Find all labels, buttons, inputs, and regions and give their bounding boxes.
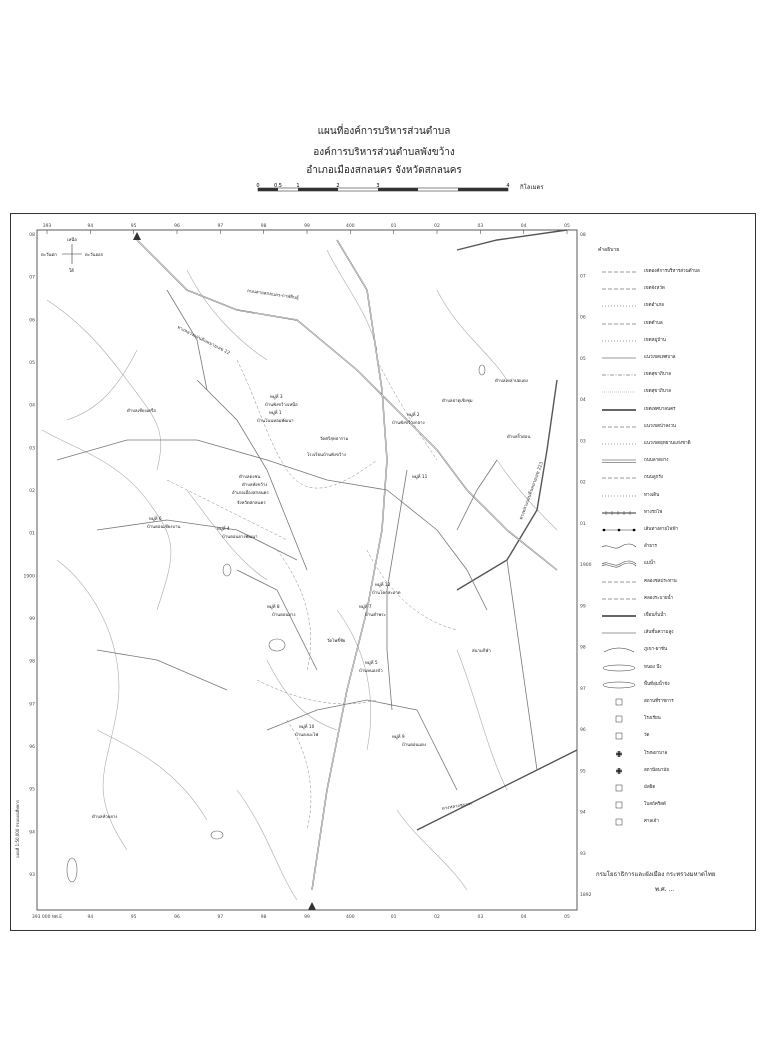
grid-tick-bottom: 98 — [260, 915, 267, 920]
grid-tick-right: 97 — [580, 686, 586, 692]
grid-tick-left: 07 — [29, 275, 35, 281]
place-label: โรงเรียนบ้านพังขว้าง — [307, 453, 346, 458]
legend-symbol-icon — [600, 423, 638, 431]
grid-tick-top: 393 — [42, 224, 52, 229]
place-label: หมู่ที่ 11 — [412, 475, 428, 480]
grid-tick-right: 05 — [580, 356, 586, 362]
place-label: ตำบลเหล่าปอแดง — [495, 379, 528, 384]
legend-label: โรงเรียน — [644, 716, 661, 722]
legend-item — [600, 801, 748, 813]
legend-symbol-icon — [600, 492, 638, 500]
road-label: ทางหลวงชนบท — [441, 801, 472, 812]
legend-symbol-icon — [600, 457, 638, 465]
place-label: หมู่ที่ 7 — [359, 605, 372, 610]
legend-label: ภูเขา-ผาชัน — [644, 647, 668, 653]
place-label: ตำบลดงชน — [239, 475, 261, 480]
legend-label: โบสถ์คริสต์ — [644, 802, 666, 808]
scale-unit: กิโลเมตร — [520, 184, 544, 191]
compass-north: เหนือ — [67, 238, 77, 243]
legend-item — [600, 732, 748, 744]
legend-label: เขตจังหวัด — [644, 286, 665, 292]
grid-tick-bottom: 97 — [217, 915, 224, 920]
legend-label: เขตหมู่บ้าน — [644, 337, 666, 343]
scale-tick-label: 4 — [506, 183, 510, 189]
grid-tick-left: 97 — [29, 702, 35, 708]
place-label: หมู่ที่ 5 — [365, 661, 378, 666]
grid-tick-left: 01 — [29, 531, 35, 537]
place-label: หมู่ที่ 1 — [269, 411, 282, 416]
legend-symbol-icon — [600, 698, 638, 706]
grid-tick-top: 96 — [174, 224, 180, 229]
legend-symbol-icon — [600, 784, 638, 792]
legend-label: ลำธาร — [644, 544, 657, 550]
grid-tick-right: 99 — [580, 604, 586, 610]
legend-label: เขตอำเภอ — [644, 303, 664, 309]
map-body[interactable] — [23, 224, 592, 920]
place-label: ตำบลพังขว้าง — [242, 483, 268, 488]
place-label: บ้านดอนแดง — [402, 743, 427, 748]
grid-tick-top: 99 — [304, 224, 310, 229]
legend-item — [600, 784, 748, 796]
map-title-line2: องค์การบริหารส่วนตำบลพังขว้าง — [313, 147, 455, 158]
legend-title: คำอธิบาย — [598, 247, 620, 253]
scale-tick-label: 1 — [296, 183, 300, 189]
legend-symbol-icon — [600, 818, 638, 826]
grid-tick-right: 03 — [580, 439, 586, 445]
legend-item — [600, 320, 748, 332]
legend-symbol-icon — [600, 715, 638, 723]
legend-label: ถนนลูกรัง — [644, 475, 663, 481]
scale-tick-label: 0.5 — [274, 183, 282, 189]
legend-symbol-icon — [600, 767, 638, 775]
legend-item — [600, 371, 748, 383]
legend-item — [600, 423, 748, 435]
grid-tick-left: 94 — [29, 830, 35, 836]
legend-symbol-icon — [600, 302, 638, 310]
grid-tick-right: 1900 — [580, 563, 592, 568]
place-label: หมู่ที่ 6 — [149, 517, 162, 522]
road-label: ทางหลวงแผ่นดินหมายเลข 22 — [176, 325, 231, 357]
legend-item — [600, 750, 748, 762]
grid-tick-left: 08 — [29, 233, 35, 238]
legend-symbol-icon — [600, 337, 638, 345]
grid-tick-right: 07 — [580, 274, 586, 280]
legend-item — [600, 388, 748, 400]
legend-label: สถานีอนามัย — [644, 767, 669, 773]
legend-item — [600, 526, 748, 538]
grid-tick-top: 01 — [390, 224, 397, 229]
place-label: หมู่ที่ 12 — [375, 583, 391, 588]
legend-symbol-icon — [600, 664, 638, 672]
grid-tick-right: 08 — [580, 233, 586, 238]
legend-item — [600, 543, 748, 555]
grid-tick-left: 96 — [29, 745, 35, 750]
legend-symbol-icon — [600, 526, 638, 534]
legend-label: คลองระบายน้ำ — [644, 595, 674, 601]
grid-tick-left: 04 — [29, 403, 35, 409]
place-label: บ้านดอนเชียงบาน — [147, 525, 181, 530]
legend-item — [600, 629, 748, 641]
grid-tick-right: 01 — [580, 521, 586, 527]
legend-item — [600, 715, 748, 727]
grid-tick-right: 98 — [580, 645, 586, 651]
legend-label: แม่น้ำ — [644, 561, 656, 567]
scale-bar — [258, 182, 518, 196]
place-label: บ้านหนองบัว — [359, 669, 383, 674]
legend-item — [600, 440, 748, 452]
legend-label: เขตสุขาภิบาล — [644, 389, 671, 395]
legend-item — [600, 492, 748, 504]
place-label: ตำบลธาตุเชิงชุม — [442, 399, 473, 404]
legend-item — [600, 664, 748, 676]
legend-symbol-icon — [600, 320, 638, 328]
legend-label: วัด — [644, 733, 650, 739]
legend-symbol-icon — [600, 801, 638, 809]
grid-tick-bottom: 95 — [130, 915, 137, 920]
grid-tick-left: 05 — [29, 361, 35, 366]
place-label: จังหวัดสกลนคร — [237, 501, 266, 506]
grid-tick-bottom: 03 — [477, 915, 484, 920]
legend-item — [600, 767, 748, 779]
road-label: ทางหลวงแผ่นดินหมายเลข 223 — [519, 461, 545, 521]
legend-label: แนวเขตเทศบาล — [644, 355, 676, 360]
legend-symbol-icon — [600, 406, 638, 414]
map-title-line3: อำเภอเมืองสกลนคร จังหวัดสกลนคร — [306, 165, 462, 176]
grid-tick-top: 04 — [520, 224, 527, 229]
legend-item — [600, 698, 748, 710]
legend-label: เขตเทศบาลนคร — [644, 406, 676, 412]
compass-south: ใต้ — [69, 269, 74, 274]
legend-symbol-icon — [600, 681, 638, 689]
side-note: แผนที่ 1:50,000 กรมแผนที่ทหาร — [15, 800, 20, 858]
legend-label: แนวเขตอุทยานแห่งชาติ — [644, 441, 691, 446]
grid-tick-bottom: 01 — [390, 915, 397, 920]
place-label: บ้านพังขว้างกลาง — [392, 421, 425, 426]
grid-tick-left: 93 — [29, 873, 35, 878]
grid-tick-top: 02 — [434, 224, 440, 229]
legend-symbol-icon — [600, 750, 638, 758]
grid-tick-bottom: 94 — [87, 915, 94, 920]
legend-item — [600, 578, 748, 590]
place-label: บ้านโนนหอมพัฒนา — [257, 419, 294, 424]
map-title-line1: แผนที่องค์การบริหารส่วนตำบล — [317, 126, 451, 137]
legend-item — [600, 595, 748, 607]
grid-tick-bottom: 96 — [174, 915, 180, 920]
grid-tick-right: 94 — [580, 810, 586, 816]
legend-item — [600, 354, 748, 366]
legend-label: เส้นชั้นความสูง — [644, 630, 674, 636]
place-label: ตำบลงิ้วด่อน — [507, 435, 531, 440]
grid-tick-bottom: 393 000 ทต.E — [31, 915, 63, 920]
grid-tick-bottom: 02 — [434, 915, 440, 920]
legend-symbol-icon — [600, 509, 638, 517]
grid-tick-top: 98 — [260, 224, 267, 229]
place-label: บ้านพังขว้างเหนือ — [265, 403, 298, 408]
place-label: วัดโพธิ์ชัย — [327, 639, 346, 644]
grid-tick-left: 95 — [29, 787, 35, 793]
place-label: หมู่ที่ 2 — [407, 413, 420, 418]
legend-item — [600, 406, 748, 418]
legend-item — [600, 268, 748, 280]
legend-label: โรงพยาบาล — [644, 750, 668, 756]
legend-symbol-icon — [600, 646, 638, 654]
legend-item — [600, 612, 748, 624]
legend-symbol-icon — [600, 629, 638, 637]
grid-tick-top: 03 — [477, 224, 484, 229]
compass-east: ตะวันออก — [85, 253, 104, 258]
legend-symbol-icon — [600, 474, 638, 482]
place-label: อำเภอเมืองสกลนคร — [232, 491, 269, 496]
place-label: หมู่ที่ 4 — [217, 527, 230, 532]
grid-tick-bottom: 99 — [304, 915, 310, 920]
legend-symbol-icon — [600, 371, 638, 379]
grid-tick-top: 97 — [217, 224, 224, 229]
legend-symbol-icon — [600, 560, 638, 568]
legend-label: เขตองค์การบริหารส่วนตำบล — [644, 269, 700, 274]
legend-item — [600, 646, 748, 658]
grid-tick-right: 04 — [580, 398, 586, 403]
grid-tick-right: 95 — [580, 769, 586, 775]
legend-symbol-icon — [600, 354, 638, 362]
place-label: ตำบลเชียงเครือ — [127, 409, 156, 414]
legend-item — [600, 560, 748, 572]
legend-label: เส้นทางสายไฟฟ้า — [644, 527, 679, 532]
legend-label: เขื่อนกั้นน้ำ — [644, 613, 666, 618]
legend-label: คลองชลประทาน — [644, 578, 677, 584]
legend-symbol-icon — [600, 285, 638, 293]
grid-tick-left: 98 — [29, 659, 35, 665]
scale-tick-label: 3 — [376, 183, 380, 189]
grid-tick-right: 06 — [580, 315, 586, 321]
legend-item — [600, 337, 748, 349]
compass-west: ตะวันตก — [41, 253, 57, 258]
grid-tick-left: 02 — [29, 489, 35, 494]
road-label: ถนนสายสกลนคร-กาฬสินธุ์ — [246, 289, 299, 302]
grid-tick-top: 05 — [564, 224, 570, 229]
legend-label: เขตสุขาภิบาล — [644, 372, 671, 378]
legend-symbol-icon — [600, 612, 638, 620]
legend-symbol-icon — [600, 595, 638, 603]
legend-symbol-icon — [600, 732, 638, 740]
grid-tick-bottom: 05 — [564, 915, 570, 920]
place-label: หมู่ที่ 3 — [270, 395, 283, 400]
publish-date: พ.ศ. ... — [655, 886, 675, 893]
place-label: วัดศรีสุทธาราม — [320, 437, 349, 442]
legend-item — [600, 818, 748, 830]
grid-tick-left: 1900 — [23, 574, 35, 580]
legend-label: พื้นที่ลุ่มน้ำขัง — [644, 681, 670, 687]
scale-tick-label: 2 — [336, 183, 340, 189]
legend-label: ถนนลาดยาง — [644, 458, 669, 464]
grid-tick-top: 95 — [130, 224, 137, 229]
legend-label: แนวเขตป่าสงวน — [644, 423, 676, 429]
legend-item — [600, 681, 748, 693]
scale-tick-label: 0 — [256, 183, 260, 189]
legend-symbol-icon — [600, 268, 638, 276]
legend-symbol-icon — [600, 543, 638, 551]
place-label: บ้านโคกสะอาด — [372, 591, 401, 596]
grid-tick-left: 03 — [29, 446, 35, 452]
legend-item — [600, 457, 748, 469]
legend-label: ศาลเจ้า — [644, 819, 659, 825]
place-label: หมู่ที่ 10 — [299, 725, 315, 730]
legend-label: ทางรถไฟ — [644, 509, 663, 515]
legend-label: ทางเดิน — [644, 492, 660, 498]
legend-label: หนอง บึง — [644, 664, 662, 670]
legend-symbol-icon — [600, 578, 638, 586]
place-label: หมู่ที่ 8 — [267, 605, 280, 610]
legend-item — [600, 474, 748, 486]
grid-tick-top: 94 — [87, 224, 94, 229]
grid-tick-top: 400 — [346, 224, 355, 229]
legend-label: มัสยิด — [644, 785, 656, 790]
legend-item — [600, 302, 748, 314]
place-label: หมู่ที่ 9 — [392, 735, 405, 740]
place-label: สนามกีฬา — [472, 649, 491, 654]
grid-tick-right: 93 — [580, 851, 586, 857]
legend-label: เขตตำบล — [644, 320, 663, 326]
place-label: ตำบลห้วยยาง — [92, 815, 118, 820]
grid-tick-right: 96 — [580, 728, 586, 733]
grid-tick-bottom: 04 — [520, 915, 527, 920]
place-label: บ้านดงมะไฟ — [295, 733, 319, 738]
place-label: บ้านคำพระ — [365, 613, 386, 618]
grid-tick-left: 99 — [29, 617, 35, 622]
legend-label: สถานที่ราชการ — [644, 699, 674, 704]
legend-symbol-icon — [600, 388, 638, 396]
legend-item — [600, 509, 748, 521]
place-label: บ้านดอนยาง — [272, 613, 296, 618]
publisher: กรมโยธาธิการและผังเมือง กระทรวงมหาดไทย — [596, 871, 716, 878]
grid-tick-right: 02 — [580, 480, 586, 486]
legend-item — [600, 285, 748, 297]
legend-symbol-icon — [600, 440, 638, 448]
grid-tick-bottom: 400 — [346, 915, 355, 920]
place-label: บ้านดอนยางพัฒนา — [222, 535, 258, 540]
grid-tick-right: 1892 — [580, 893, 592, 898]
grid-tick-left: 06 — [29, 318, 35, 324]
